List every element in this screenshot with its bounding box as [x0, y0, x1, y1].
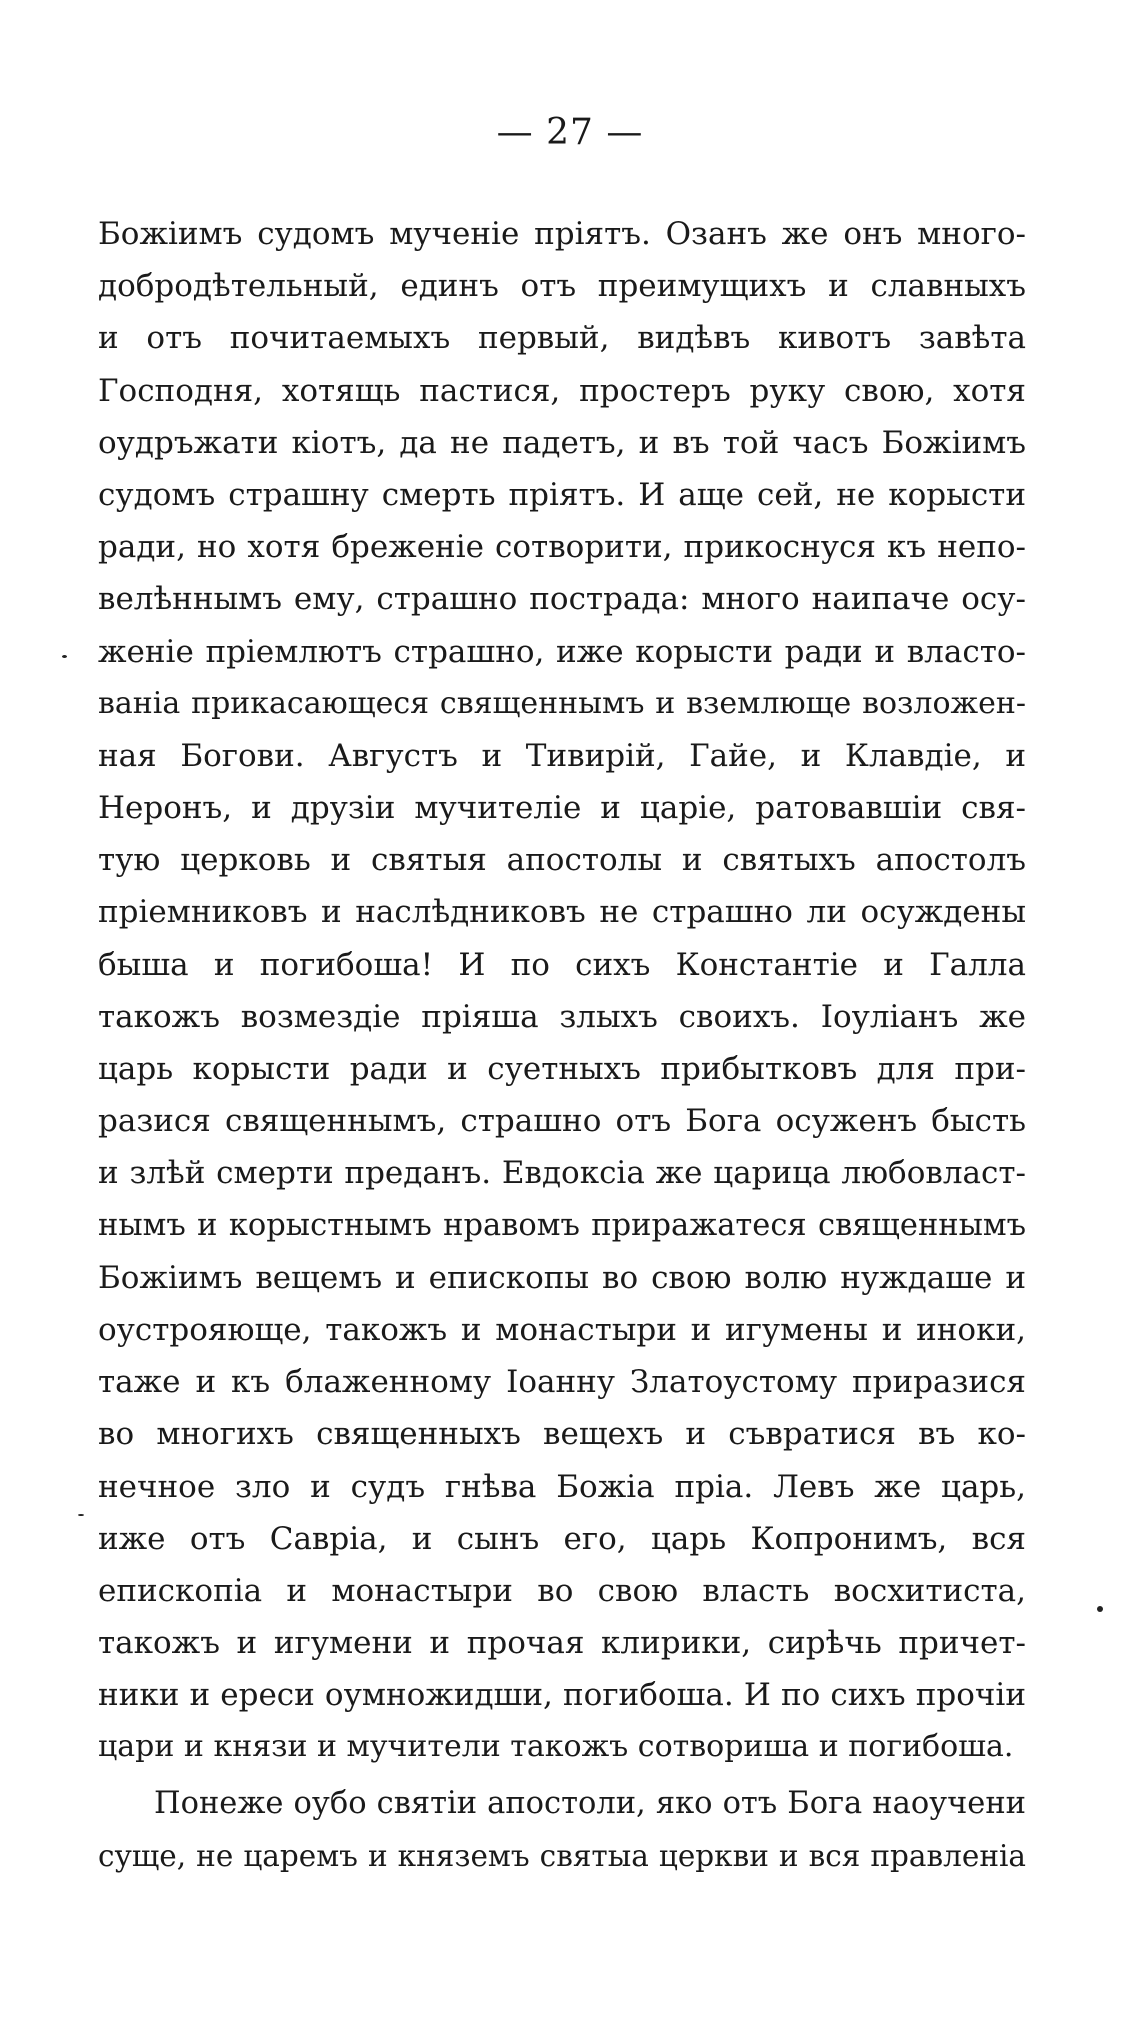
text-line: ная Богови. Августъ и Тивирій, Гайе, и Клавдіе, и [98, 737, 1026, 774]
text-line: царь корысти ради и суетныхъ прибытковъ для при- [98, 1051, 1026, 1087]
text-line: ради, но хотя бреженіе сотворити, прикоснуся къ непо- [98, 529, 1026, 566]
text-line: во многихъ священныхъ вещехъ и съвратися въ ко- [98, 1416, 1026, 1453]
text-line: Божіимъ вещемъ и епископы во свою волю нуждаше и [98, 1259, 1026, 1296]
text-line: Божіимъ судомъ мученіе пріятъ. Озанъ же онъ много- [98, 216, 1026, 252]
text-line: ваніа прикасающеся священнымъ и вземлюще возложен- [98, 685, 1026, 721]
text-line: нымъ и корыстнымъ нравомъ приражатеся священнымъ [98, 1207, 1026, 1243]
text-line: иже отъ Савріа, и сынъ его, царь Копронимъ, вся [98, 1520, 1026, 1557]
text-line: тую церковь и святыя апостолы и святыхъ апостолъ [98, 842, 1026, 879]
text-line: оустрояюще, такожъ и монастыри и игумены и иноки, [98, 1311, 1026, 1348]
text-line: такожъ возмездіе пріяша злыхъ своихъ. Іоуліанъ же [98, 998, 1026, 1035]
text-line: велѣннымъ ему, страшно пострада: много наипаче осу- [98, 581, 1026, 618]
text-line: цари и князи и мучители такожъ сотвориша и погибоша. [98, 1729, 1014, 1765]
page-number: — 27 — [496, 112, 644, 153]
scan-speck [78, 1514, 84, 1516]
text-line: и отъ почитаемыхъ первый, видѣвъ кивотъ завѣта [98, 320, 1026, 357]
text-line: Неронъ, и друзіи мучителіе и царіе, ратовавшіи свя- [98, 790, 1026, 827]
text-line: быша и погибоша! И по сихъ Константіе и Галла [98, 946, 1026, 983]
text-line: оудръжати кіотъ, да не падетъ, и въ той часъ Божіимъ [98, 424, 1026, 461]
text-line: таже и къ блаженному Іоанну Златоустому приразися [98, 1364, 1026, 1401]
text-line: женіе пріемлютъ страшно, иже корысти ради и власто- [98, 633, 1026, 670]
text-line: суще, не царемъ и княземъ святыа церкви и вся правленіа [98, 1838, 1026, 1873]
text-line: Понеже оубо святіи апостоли, яко отъ Бога наоучени [154, 1785, 1026, 1821]
text-line: нечное зло и судъ гнѣва Божіа пріа. Левъ же царь, [98, 1468, 1026, 1505]
text-line: разися священнымъ, страшно отъ Бога осуженъ бысть [98, 1103, 1026, 1140]
scan-speck [62, 655, 67, 658]
text-line: и злѣй смерти преданъ. Евдоксіа же царица любовласт- [98, 1155, 1026, 1192]
text-line: такожъ и игумени и прочая клирики, сирѣчь причет- [98, 1625, 1026, 1662]
text-line: Господня, хотящь пастися, простеръ руку свою, хотя [98, 372, 1026, 409]
body-text [98, 208, 1026, 1882]
paragraph-2 [98, 1778, 1026, 1882]
scan-speck [1097, 1606, 1103, 1612]
text-line: добродѣтельный, единъ отъ преимущихъ и славныхъ [98, 268, 1026, 305]
text-line: ники и ереси оумножидши, погибоша. И по сихъ прочіи [98, 1677, 1026, 1714]
text-line: пріемниковъ и наслѣдниковъ не страшно ли осуждены [98, 894, 1026, 931]
paragraph-1 [98, 208, 1026, 1774]
text-line: епископіа и монастыри во свою власть восхитиста, [98, 1572, 1026, 1609]
text-line: судомъ страшну смерть пріятъ. И аще сей, не корысти [98, 476, 1026, 513]
